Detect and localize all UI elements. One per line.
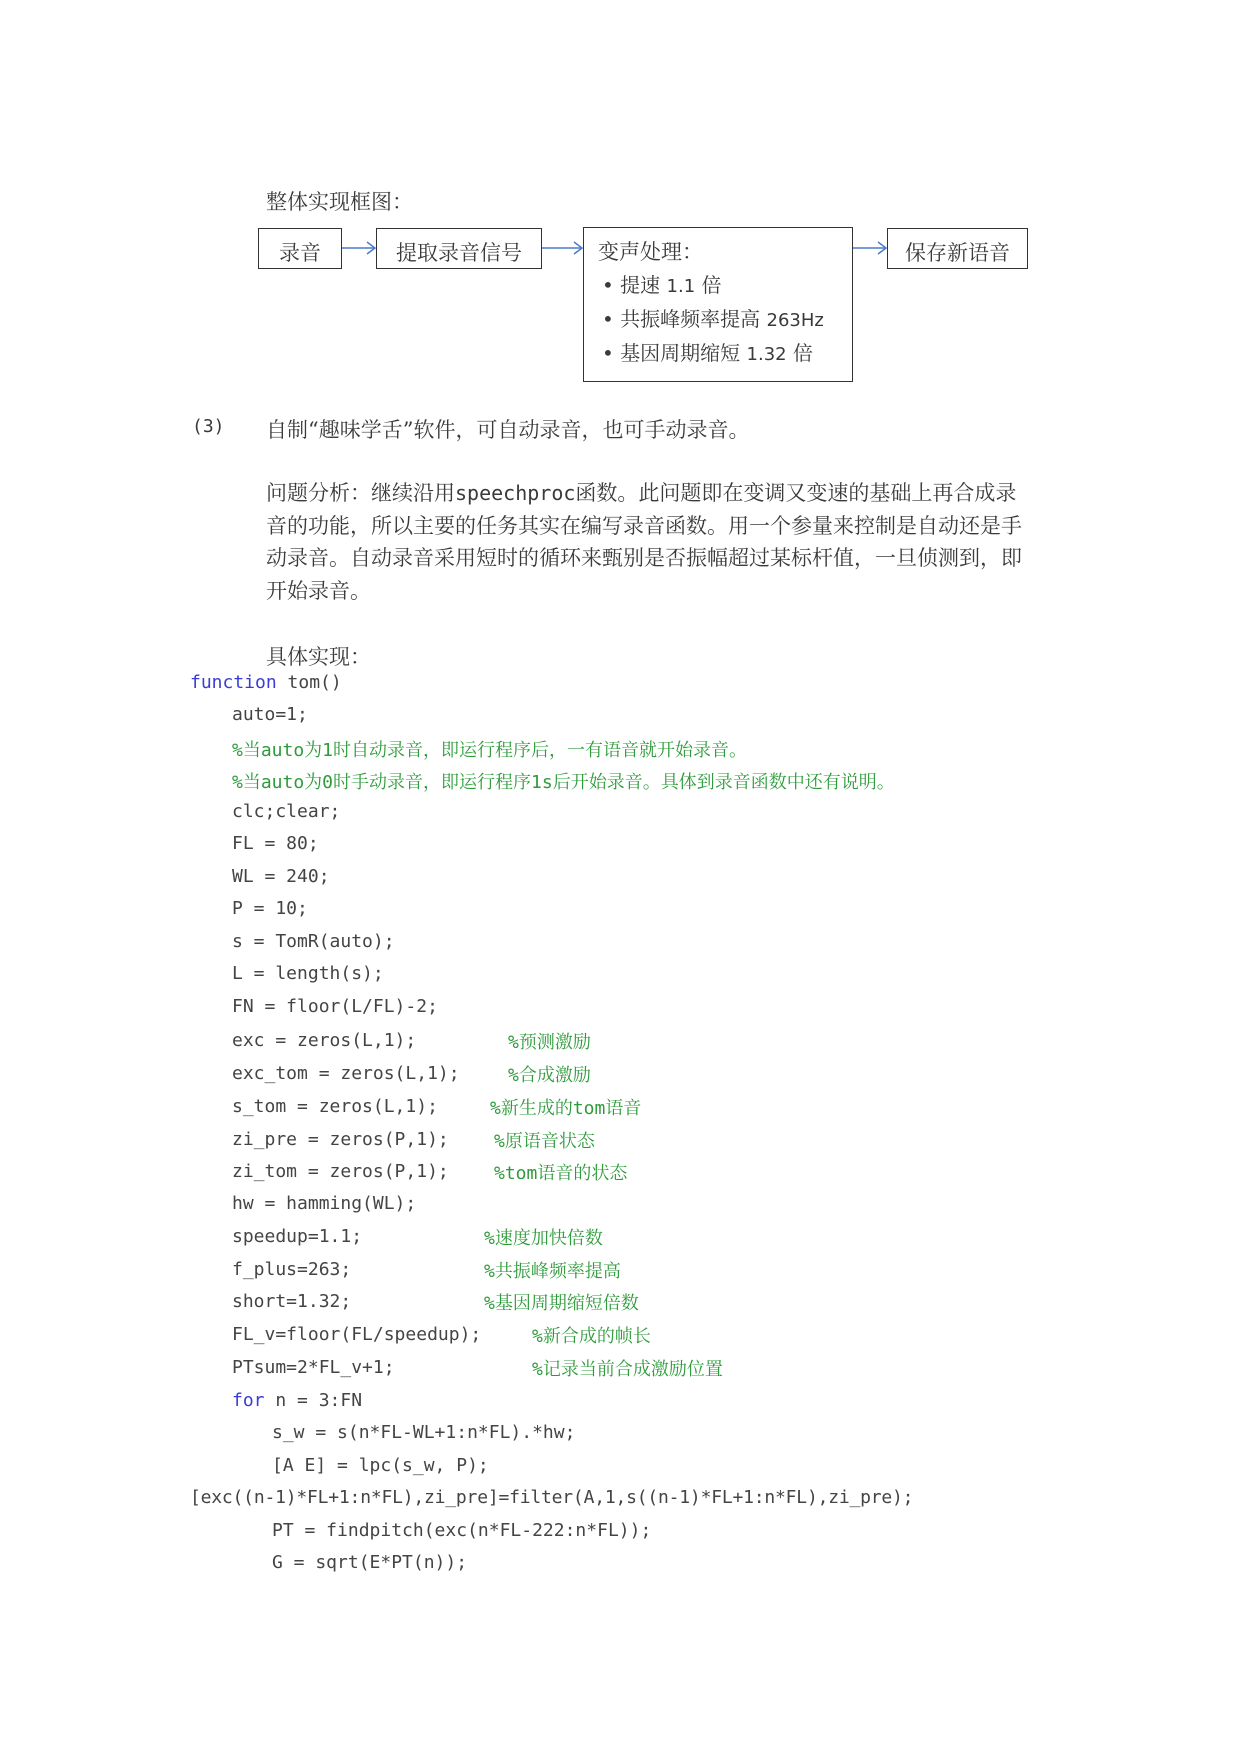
- box-extract: [376, 228, 542, 269]
- analysis-line: 动录音。自动录音采用短时的循环来甄别是否振幅超过某标杆值，一旦侦测到，即: [266, 546, 1022, 570]
- box-save-label: 保存新语音: [905, 241, 1010, 265]
- bullet: •: [602, 341, 614, 365]
- code-line: FL_v=floor(FL/speedup);: [232, 1324, 482, 1345]
- code-comment: %新合成的帧长: [532, 1326, 651, 1347]
- box-extract-label: 提取录音信号: [396, 241, 522, 265]
- processing-step: [602, 337, 824, 371]
- code-line: FL = 80;: [232, 833, 319, 854]
- box-record-label: 录音: [279, 241, 321, 265]
- arrow-icon: [853, 238, 887, 258]
- code-line: s_w = s(n*FL-WL+1:n*FL).*hw;: [272, 1422, 576, 1443]
- code-comment: %原语音状态: [494, 1131, 595, 1152]
- code-line: zi_tom = zeros(P,1);: [232, 1161, 449, 1182]
- step-value: 263Hz: [766, 310, 824, 331]
- analysis-line: 音的功能，所以主要的任务其实在编写录音函数。用一个参量来控制是自动还是手: [266, 513, 1022, 538]
- code-comment: %预测激励: [508, 1032, 591, 1053]
- question-text: 自制“趣味学舌”软件，可自动录音，也可手动录音。: [266, 418, 750, 442]
- code-line: P = 10;: [232, 898, 308, 919]
- processing-steps-list: [602, 269, 824, 371]
- analysis-text: 问题分析：继续沿用: [266, 481, 455, 505]
- bullet: •: [602, 307, 614, 331]
- step-text: 提速: [620, 273, 667, 297]
- box-voice-processing-title: 变声处理：: [598, 240, 703, 264]
- code-line: PTsum=2*FL_v+1;: [232, 1357, 395, 1378]
- code-line: [exc((n-1)*FL+1:n*FL),zi_pre]=filter(A,1,s((n-1)*FL+1:n*FL),zi_pre);: [190, 1487, 914, 1508]
- code-keyword: function: [190, 672, 277, 693]
- box-voice-processing: [583, 227, 853, 382]
- code-line: [190, 672, 342, 693]
- code-comment: %记录当前合成激励位置: [532, 1359, 723, 1380]
- analysis-line: [266, 477, 1056, 510]
- code-comment: %速度加快倍数: [484, 1228, 603, 1249]
- step-value: 1.1: [666, 276, 696, 297]
- step-value: 1.32: [746, 344, 787, 365]
- code-comment: %合成激励: [508, 1065, 591, 1086]
- code-line: zi_pre = zeros(P,1);: [232, 1129, 449, 1150]
- code-comment: %当auto为1时自动录音，即运行程序后，一有语音就开始录音。: [232, 740, 748, 761]
- code-line: WL = 240;: [232, 866, 330, 887]
- bullet: •: [602, 273, 614, 297]
- code-comment: %基因周期缩短倍数: [484, 1293, 639, 1314]
- arrow-icon: [542, 238, 583, 258]
- code-line: L = length(s);: [232, 963, 384, 984]
- analysis-line: 开始录音。: [266, 578, 371, 603]
- code-line: PT = findpitch(exc(n*FL-222:n*FL));: [272, 1520, 652, 1541]
- step-text: 基因周期缩短: [620, 341, 747, 365]
- analysis-text: 函数。此问题即在变调又变速的基础上再合成录: [575, 481, 1017, 505]
- code-comment: %新生成的tom语音: [490, 1098, 642, 1119]
- code-line: G = sqrt(E*PT(n));: [272, 1552, 468, 1573]
- code-line: f_plus=263;: [232, 1259, 352, 1280]
- processing-step: [602, 269, 824, 303]
- arrow-icon: [342, 238, 376, 258]
- step-unit: 倍: [695, 273, 722, 297]
- code-comment: %当auto为0时手动录音，即运行程序1s后开始录音。具体到录音函数中还有说明。: [232, 772, 895, 793]
- box-record: [258, 228, 342, 269]
- code-line: s_tom = zeros(L,1);: [232, 1096, 438, 1117]
- code-keyword: for: [232, 1390, 265, 1411]
- question-number: (3): [192, 416, 225, 437]
- implementation-heading: 具体实现：: [266, 645, 371, 669]
- code-line: short=1.32;: [232, 1291, 352, 1312]
- code-text: tom(): [276, 672, 342, 693]
- code-line: exc = zeros(L,1);: [232, 1030, 417, 1051]
- code-line: s = TomR(auto);: [232, 931, 395, 952]
- processing-step: [602, 303, 824, 337]
- code-line: [232, 1390, 362, 1411]
- code-text: n = 3:FN: [264, 1390, 363, 1411]
- function-name: speechproc: [455, 481, 576, 505]
- code-line: FN = floor(L/FL)-2;: [232, 996, 438, 1017]
- code-line: [A E] = lpc(s_w, P);: [272, 1455, 489, 1476]
- analysis-paragraph: [266, 477, 1056, 607]
- step-unit: 倍: [786, 341, 813, 365]
- code-line: exc_tom = zeros(L,1);: [232, 1063, 460, 1084]
- box-save: [887, 228, 1028, 269]
- code-line: speedup=1.1;: [232, 1226, 363, 1247]
- diagram-heading: 整体实现框图：: [266, 190, 413, 214]
- code-line: clc;clear;: [232, 801, 341, 822]
- step-text: 共振峰频率提高: [620, 307, 767, 331]
- code-line: hw = hamming(WL);: [232, 1193, 417, 1214]
- code-comment: %tom语音的状态: [494, 1163, 628, 1184]
- code-line: auto=1;: [232, 704, 308, 725]
- code-comment: %共振峰频率提高: [484, 1261, 621, 1282]
